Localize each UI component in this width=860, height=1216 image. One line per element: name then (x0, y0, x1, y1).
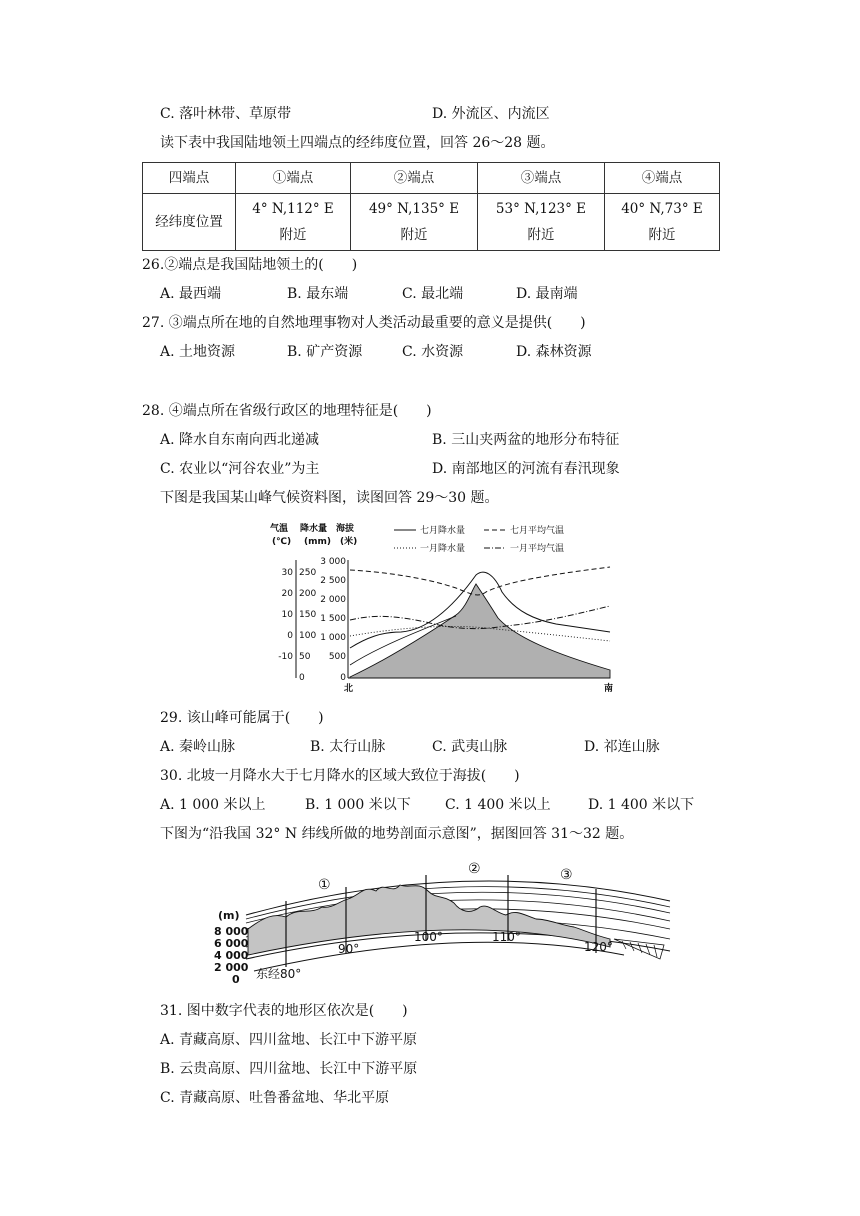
profile-32n-diagram (214, 855, 674, 985)
q28-stem: 28. ④端点所在省级行政区的地理特征是( ) (142, 403, 432, 419)
q25-option-d: D. 外流区、内流区 (432, 106, 550, 122)
alt-tick: 2 000 (320, 595, 346, 605)
q30-option-a: A. 1 000 米以上 (160, 797, 266, 813)
precip-tick: 100 (299, 631, 317, 641)
q27-option-c: C. 水资源 (402, 344, 464, 360)
legend-jan-precip: 一月降水量 (420, 544, 466, 554)
legend-july-temp: 七月平均气温 (510, 526, 565, 536)
q26-option-b: B. 最东端 (287, 286, 349, 302)
intro-26-28: 读下表中我国陆地领土四端点的经纬度位置，回答 26～28 题。 (160, 135, 555, 151)
lon-label: 120° (584, 940, 613, 954)
q25-option-c: C. 落叶林带、草原带 (160, 106, 292, 122)
precip-tick: 200 (299, 589, 317, 599)
precip-tick: 150 (299, 610, 317, 620)
coord-value: 40° N,73° E (621, 201, 703, 217)
q30-option-b: B. 1 000 米以下 (305, 797, 411, 813)
q26-option-c: C. 最北端 (402, 286, 464, 302)
temp-tick: 0 (287, 631, 293, 641)
lon-label: 100° (414, 930, 443, 944)
table-cell (604, 194, 719, 251)
precip-tick: 0 (299, 673, 305, 683)
q27-option-a: A. 土地资源 (160, 344, 236, 360)
marker-3: ③ (560, 867, 573, 883)
legend-jan-temp: 一月平均气温 (510, 544, 565, 554)
profile-alt-tick: 6 000 (214, 937, 249, 950)
axis-title-alt: 海拔 (336, 524, 355, 534)
table-header-cell: ①端点 (236, 163, 351, 194)
marker-1: ① (318, 877, 331, 893)
table-header-cell: ④端点 (604, 163, 719, 194)
alt-tick: 2 500 (320, 576, 346, 586)
q26-option-a: A. 最西端 (160, 286, 222, 302)
q27-stem: 27. ③端点所在地的自然地理事物对人类活动最重要的意义是提供( ) (142, 315, 586, 331)
q27-option-b: B. 矿产资源 (287, 344, 363, 360)
profile-alt-tick: 4 000 (214, 949, 249, 962)
axis-unit-alt: (米) (340, 537, 358, 547)
temp-tick: 30 (281, 568, 293, 578)
alt-tick: 1 000 (320, 633, 346, 643)
q31-stem: 31. 图中数字代表的地形区依次是( ) (160, 1003, 408, 1019)
axis-title-precip: 降水量 (300, 524, 328, 534)
q29-option-d: D. 祁连山脉 (584, 739, 660, 755)
mountain-climate-chart (266, 520, 626, 694)
table-header-cell: ②端点 (351, 163, 478, 194)
temp-tick: 20 (281, 589, 293, 599)
table-cell (351, 194, 478, 251)
profile-alt-tick: 8 000 (214, 925, 249, 938)
near-label: 附近 (527, 227, 555, 243)
table-header-cell: 四端点 (143, 163, 236, 194)
intro-31-32: 下图为“沿我国 32° N 纬线所做的地势剖面示意图”，据图回答 31～32 题。 (160, 826, 634, 842)
marker-2: ② (468, 861, 481, 877)
alt-tick: 3 000 (320, 557, 346, 567)
table-cell (477, 194, 604, 251)
q28-option-b: B. 三山夹两盆的地形分布特征 (432, 432, 620, 448)
alt-tick: 1 500 (320, 614, 346, 624)
table-cell (236, 194, 351, 251)
coord-value: 49° N,135° E (368, 201, 460, 217)
intro-29-30: 下图是我国某山峰气候资料图，读图回答 29～30 题。 (160, 490, 499, 506)
q29-option-a: A. 秦岭山脉 (160, 739, 236, 755)
axis-title-temp: 气温 (270, 524, 289, 534)
legend-july-precip: 七月降水量 (420, 526, 466, 536)
q29-stem: 29. 该山峰可能属于( ) (160, 710, 324, 726)
q28-option-a: A. 降水自东南向西北递减 (160, 432, 320, 448)
near-label: 附近 (279, 227, 307, 243)
endpoints-table (142, 162, 720, 251)
table-header-cell: ③端点 (477, 163, 604, 194)
profile-unit: (m) (218, 909, 240, 922)
q30-stem: 30. 北坡一月降水大于七月降水的区域大致位于海拔( ) (160, 768, 520, 784)
q26-option-d: D. 最南端 (516, 286, 578, 302)
alt-tick: 500 (328, 652, 346, 662)
near-label: 附近 (648, 227, 676, 243)
q31-option-a: A. 青藏高原、四川盆地、长江中下游平原 (160, 1032, 418, 1048)
precip-tick: 250 (299, 568, 317, 578)
q27-option-d: D. 森林资源 (516, 344, 592, 360)
q28-option-c: C. 农业以“河谷农业”为主 (160, 461, 320, 477)
near-label: 附近 (400, 227, 428, 243)
q26-stem: 26.②端点是我国陆地领土的( ) (142, 257, 358, 273)
table-header-row (143, 163, 720, 194)
table-row-label: 经纬度位置 (143, 194, 236, 251)
q30-option-c: C. 1 400 米以上 (445, 797, 551, 813)
lon-label: 110° (492, 930, 521, 944)
axis-unit-temp: (℃) (272, 537, 292, 547)
axis-unit-precip: (mm) (304, 537, 331, 547)
table-row (143, 194, 720, 251)
temp-tick: -10 (278, 652, 293, 662)
x-label-north: 北 (344, 684, 354, 694)
lon-label: 东经80° (256, 967, 302, 981)
q31-option-b: B. 云贵高原、四川盆地、长江中下游平原 (160, 1061, 418, 1077)
lon-label: 90° (338, 942, 360, 956)
temp-tick: 10 (281, 610, 293, 620)
profile-alt-tick: 0 (232, 973, 240, 985)
profile-alt-tick: 2 000 (214, 961, 249, 974)
precip-tick: 50 (299, 652, 311, 662)
alt-tick: 0 (340, 673, 346, 683)
q29-option-c: C. 武夷山脉 (432, 739, 508, 755)
q31-option-c: C. 青藏高原、吐鲁番盆地、华北平原 (160, 1090, 390, 1106)
coord-value: 4° N,112° E (252, 201, 334, 217)
terrain-profile (350, 584, 610, 678)
q29-option-b: B. 太行山脉 (310, 739, 386, 755)
q28-option-d: D. 南部地区的河流有春汛现象 (432, 461, 620, 477)
q30-option-d: D. 1 400 米以下 (588, 797, 695, 813)
coord-value: 53° N,123° E (495, 201, 587, 217)
x-label-south: 南 (604, 684, 614, 694)
